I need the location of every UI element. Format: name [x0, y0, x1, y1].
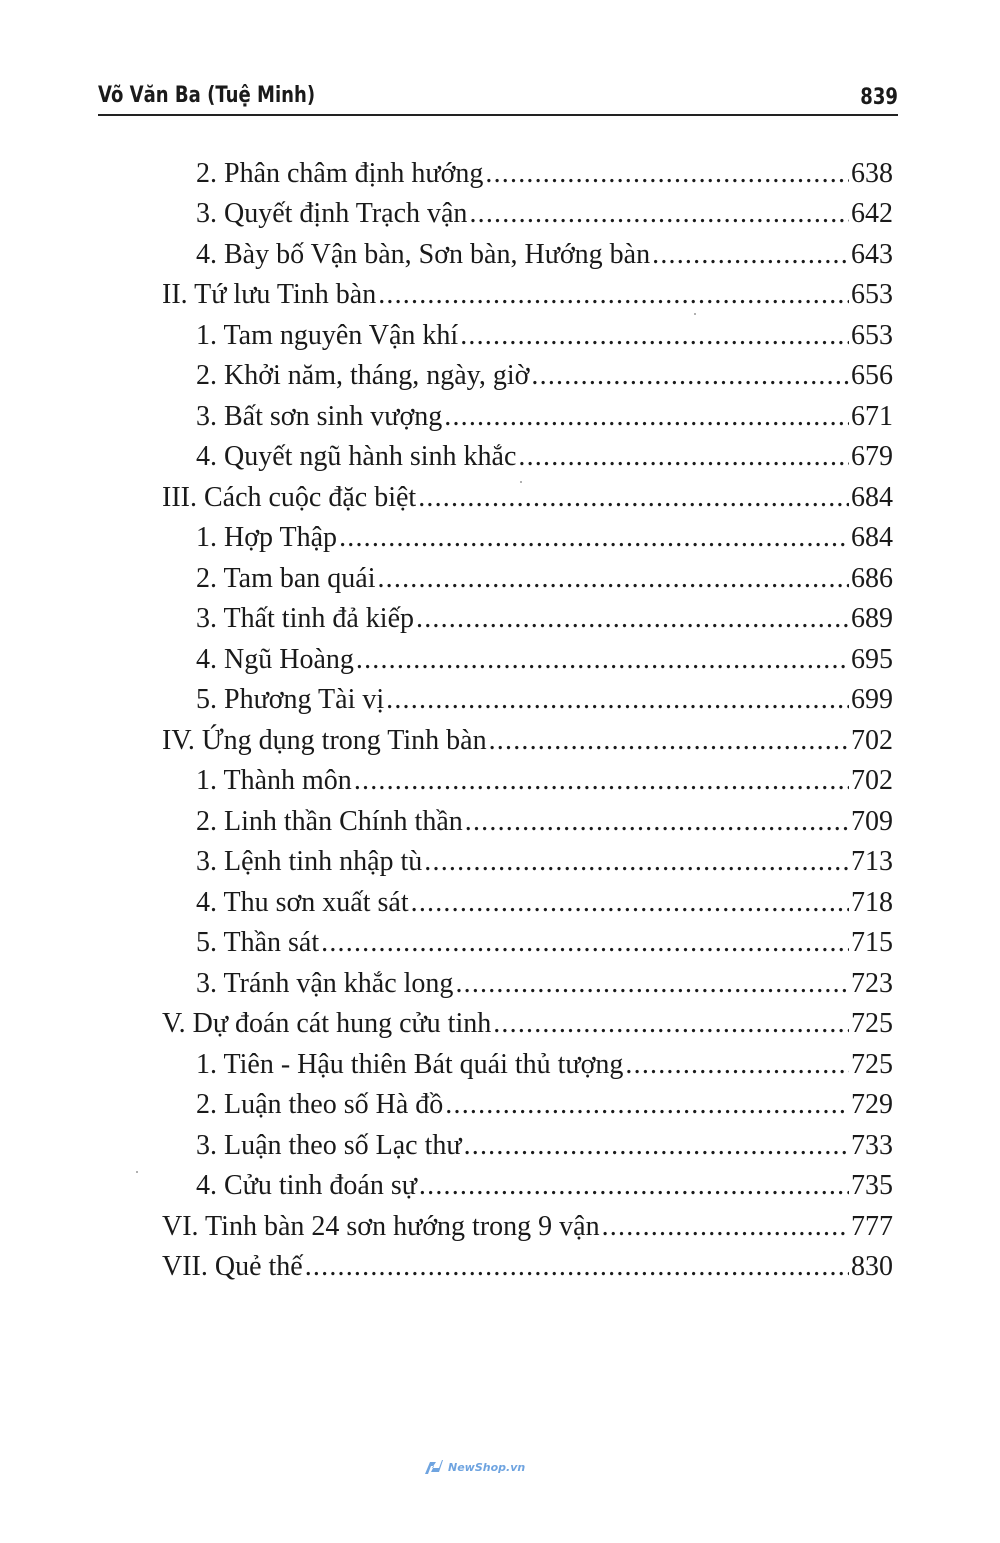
toc-entry-page: 702 — [851, 724, 893, 756]
toc-entry-title: 3. Tránh vận khắc long — [196, 967, 454, 999]
toc-entry-title: IV. Ứng dụng trong Tinh bàn — [162, 724, 487, 756]
toc-entry-title: 2. Khởi năm, tháng, ngày, giờ — [196, 360, 530, 391]
toc-entry-page: 718 — [851, 886, 893, 918]
toc-entry-title: VI. Tinh bàn 24 sơn hướng trong 9 vận — [162, 1210, 600, 1242]
toc-entry-page: 777 — [851, 1210, 893, 1242]
toc-entry-title: V. Dự đoán cát hung cửu tinh — [162, 1008, 492, 1039]
toc-entry-page: 699 — [851, 684, 893, 715]
toc-entry-title: 3. Bất sơn sinh vượng — [196, 400, 443, 432]
toc-entry-title: 2. Phân châm định hướng — [196, 157, 484, 189]
scan-speck — [520, 481, 522, 483]
toc-dot-leader — [378, 278, 849, 312]
toc-entry — [0, 920, 893, 961]
toc-entry — [0, 1001, 893, 1042]
toc-dot-leader — [386, 683, 849, 717]
toc-dot-leader — [339, 521, 849, 555]
header-page-number: 839 — [860, 85, 898, 110]
toc-dot-leader — [625, 1048, 849, 1082]
header-author: Võ Văn Ba (Tuệ Minh) — [98, 83, 316, 108]
toc-entry-page: 638 — [851, 157, 893, 189]
toc-entry — [0, 677, 893, 718]
toc-dot-leader — [531, 359, 849, 393]
toc-entry — [0, 1082, 893, 1123]
shop-logo-icon — [424, 1458, 444, 1476]
toc-entry-title: VII. Quẻ thế — [162, 1251, 303, 1282]
toc-entry-page: 729 — [851, 1089, 893, 1120]
toc-entry-title: 4. Quyết ngũ hành sinh khắc — [196, 441, 517, 472]
toc-entry — [0, 1244, 893, 1285]
toc-dot-leader — [354, 764, 849, 798]
toc-entry-page: 686 — [851, 562, 893, 594]
toc-entry-title: 2. Linh thần Chính thần — [196, 805, 463, 837]
toc-dot-leader — [464, 1129, 849, 1163]
toc-entry-page: 643 — [851, 238, 893, 270]
toc-entry — [0, 636, 893, 677]
toc-entry — [0, 1163, 893, 1204]
toc-dot-leader — [493, 1007, 849, 1041]
scan-speck — [136, 1171, 138, 1173]
toc-dot-leader — [445, 1088, 849, 1122]
toc-entry-title: 2. Tam ban quái — [196, 562, 376, 594]
toc-entry-title: II. Tứ lưu Tinh bàn — [162, 279, 377, 310]
toc-entry — [0, 839, 893, 880]
toc-entry-page: 725 — [851, 1008, 893, 1039]
toc-dot-leader — [419, 1169, 849, 1203]
toc-entry-title: 1. Thành môn — [196, 765, 352, 796]
toc-entry — [0, 1041, 893, 1082]
table-of-contents — [0, 150, 1000, 1284]
toc-entry-page: 735 — [851, 1170, 893, 1201]
toc-entry — [0, 191, 893, 232]
toc-entry-page: 653 — [851, 319, 893, 351]
toc-dot-leader — [418, 481, 849, 515]
toc-dot-leader — [465, 805, 849, 839]
toc-entry-page: 689 — [851, 603, 893, 634]
toc-entry-page: 830 — [851, 1251, 893, 1282]
toc-entry-page: 642 — [851, 198, 893, 229]
toc-entry — [0, 312, 893, 353]
toc-dot-leader — [518, 440, 849, 474]
toc-entry-title: 4. Bày bố Vận bàn, Sơn bàn, Hướng bàn — [196, 238, 651, 270]
toc-entry-title: III. Cách cuộc đặc biệt — [162, 481, 417, 513]
toc-entry — [0, 879, 893, 920]
toc-entry — [0, 798, 893, 839]
toc-entry-title: 3. Quyết định Trạch vận — [196, 198, 468, 229]
toc-entry-page: 684 — [851, 522, 893, 553]
toc-entry — [0, 1203, 893, 1244]
toc-entry — [0, 272, 893, 313]
toc-dot-leader — [485, 157, 849, 191]
toc-dot-leader — [356, 643, 849, 677]
toc-dot-leader — [305, 1250, 849, 1284]
toc-dot-leader — [460, 319, 849, 353]
toc-entry-title: 4. Thu sơn xuất sát — [196, 886, 409, 918]
toc-entry-page: 713 — [851, 846, 893, 877]
toc-entry — [0, 393, 893, 434]
toc-entry-page: 702 — [851, 765, 893, 796]
toc-entry — [0, 960, 893, 1001]
toc-entry-title: 1. Tiên - Hậu thiên Bát quái thủ tượng — [196, 1048, 624, 1080]
toc-dot-leader — [652, 238, 849, 272]
toc-entry — [0, 231, 893, 272]
toc-dot-leader — [416, 602, 849, 636]
toc-entry — [0, 555, 893, 596]
toc-entry — [0, 717, 893, 758]
toc-entry-title: 4. Cửu tinh đoán sự — [196, 1170, 417, 1201]
toc-entry-title: 3. Thất tinh đả kiếp — [196, 603, 414, 634]
toc-entry-page: 684 — [851, 481, 893, 513]
toc-dot-leader — [469, 197, 849, 231]
toc-entry-title: 4. Ngũ Hoàng — [196, 643, 354, 675]
toc-entry — [0, 434, 893, 475]
toc-dot-leader — [321, 926, 849, 960]
toc-entry-page: 656 — [851, 360, 893, 391]
toc-entry — [0, 353, 893, 394]
toc-entry-title: 3. Lệnh tinh nhập tù — [196, 846, 423, 877]
watermark-text: NewShop.vn — [448, 1460, 526, 1474]
toc-entry-page: 709 — [851, 805, 893, 837]
toc-entry-page: 733 — [851, 1129, 893, 1161]
watermark — [424, 1458, 525, 1476]
toc-entry — [0, 596, 893, 637]
scan-speck — [694, 313, 696, 315]
toc-dot-leader — [424, 845, 849, 879]
toc-entry — [0, 150, 893, 191]
toc-entry-title: 1. Hợp Thập — [196, 522, 338, 553]
toc-entry-title: 1. Tam nguyên Vận khí — [196, 319, 459, 351]
toc-entry-page: 723 — [851, 967, 893, 999]
toc-dot-leader — [377, 562, 849, 596]
toc-entry-page: 695 — [851, 643, 893, 675]
toc-entry — [0, 474, 893, 515]
toc-entry-page: 679 — [851, 441, 893, 472]
toc-entry-page: 671 — [851, 400, 893, 432]
toc-dot-leader — [455, 967, 849, 1001]
toc-entry — [0, 758, 893, 799]
running-header — [98, 74, 898, 116]
toc-entry-title: 5. Phương Tài vị — [196, 684, 385, 715]
toc-entry — [0, 1122, 893, 1163]
toc-entry-title: 3. Luận theo số Lạc thư — [196, 1129, 462, 1161]
toc-dot-leader — [489, 724, 849, 758]
toc-dot-leader — [411, 886, 849, 920]
toc-entry-title: 2. Luận theo số Hà đồ — [196, 1089, 444, 1120]
toc-dot-leader — [602, 1210, 849, 1244]
toc-entry-title: 5. Thần sát — [196, 927, 320, 958]
toc-entry-page: 653 — [851, 279, 893, 310]
toc-entry — [0, 515, 893, 556]
toc-entry-page: 715 — [851, 927, 893, 958]
toc-dot-leader — [444, 400, 849, 434]
toc-entry-page: 725 — [851, 1048, 893, 1080]
